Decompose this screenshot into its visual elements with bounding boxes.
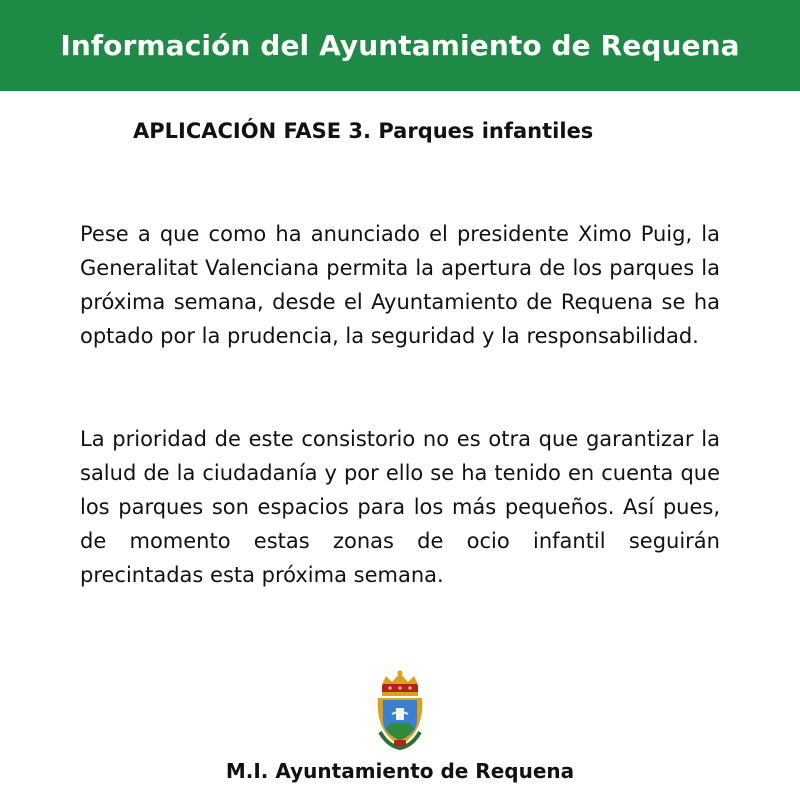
header-title: Información del Ayuntamiento de Requena <box>60 29 740 62</box>
coat-of-arms-icon <box>368 670 432 750</box>
notice-paragraph: La prioridad de este consistorio no es otra que garantizar la salud de la ciudadanía y por ello se ha tenido en cuenta que los parques son espacios para los más pequeños. Así pues, de momento estas zonas de ocio infantil seguirán precintadas esta próxima semana. <box>80 427 720 587</box>
notice-paragraph: Pese a que como ha anunciado el presidente Ximo Puig, la Generalitat Valenciana permita la apertura de los parques la próxima semana, desde el Ayuntamiento de Requena se ha optado por la prudencia, la seguridad y la responsabilidad. <box>80 222 720 348</box>
notice-title: APLICACIÓN FASE 3. Parques infantiles <box>133 119 594 143</box>
header-banner <box>0 0 800 91</box>
footer-signature: M.I. Ayuntamiento de Requena <box>225 759 575 783</box>
